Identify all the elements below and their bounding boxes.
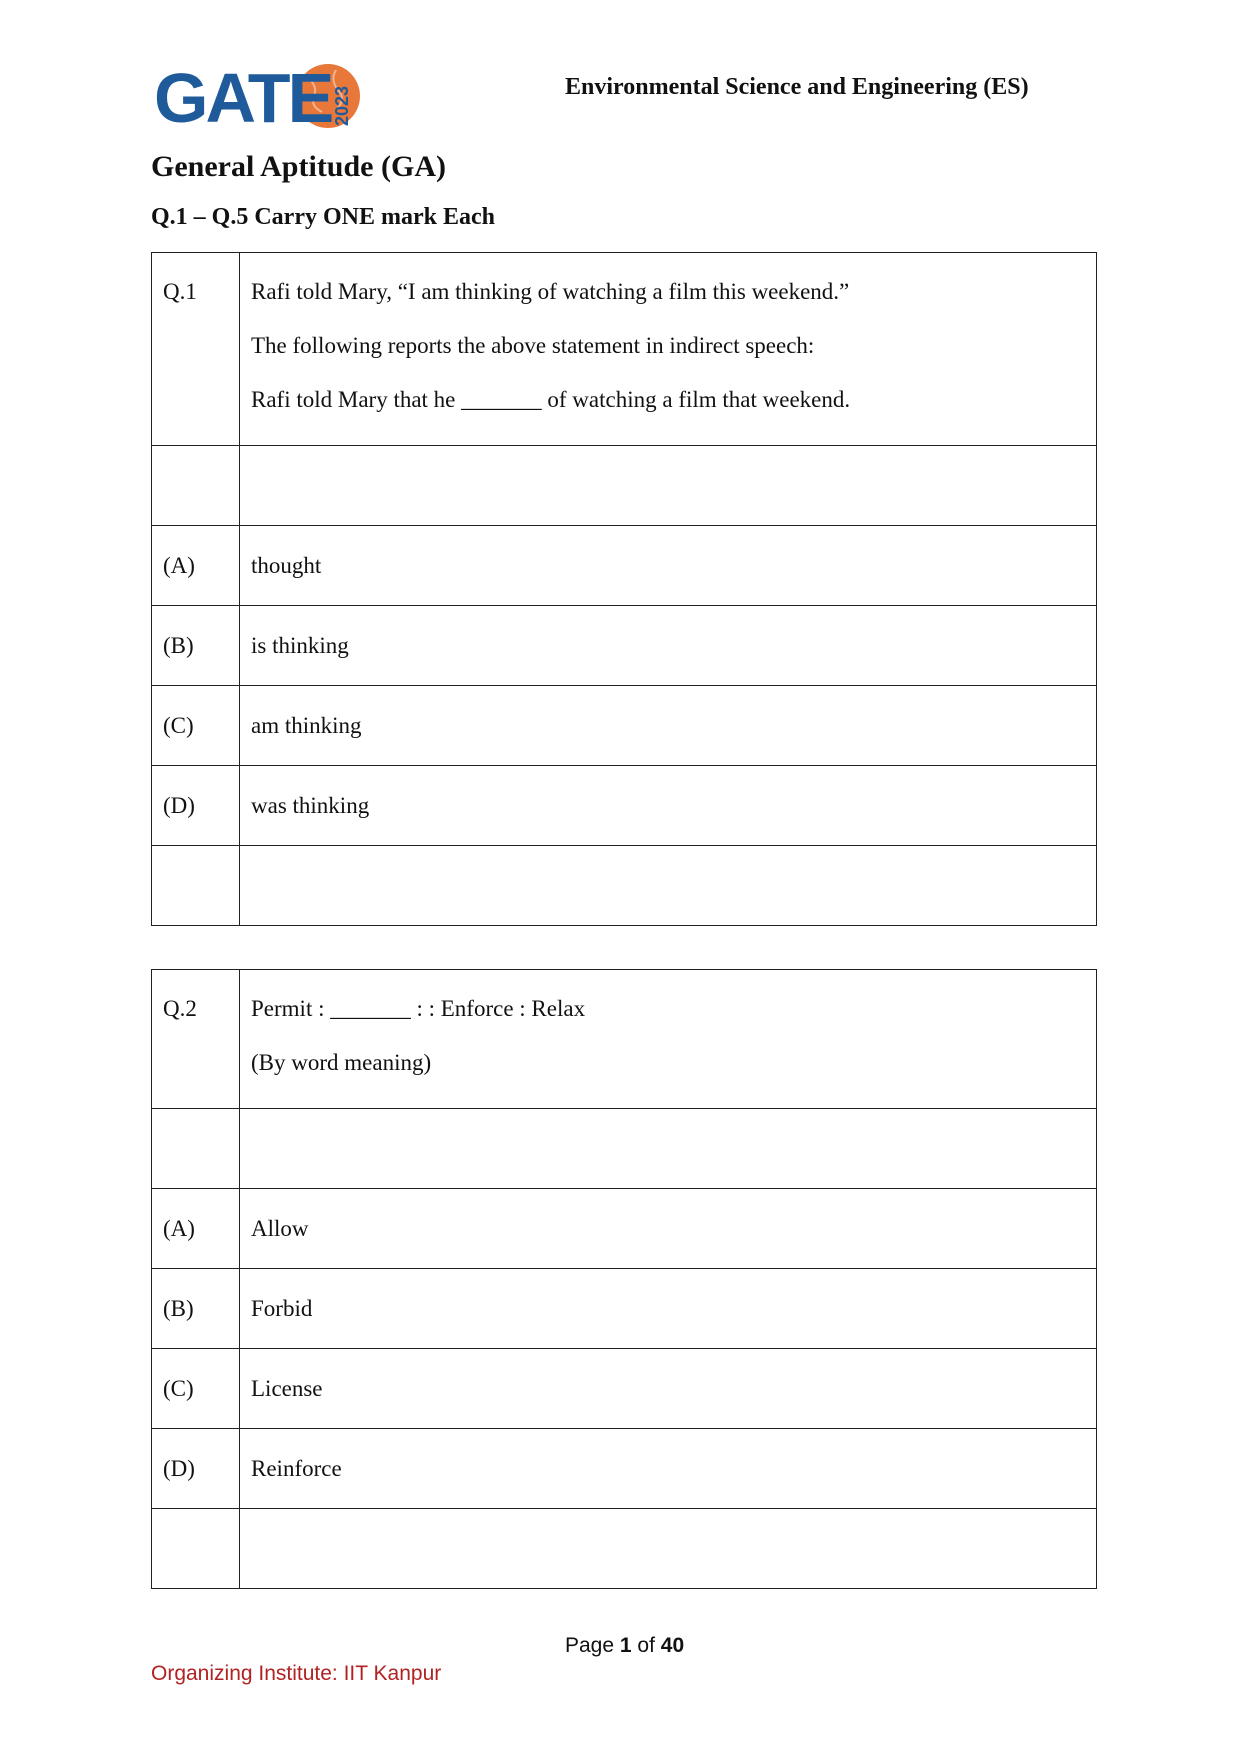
option-label: (D) (152, 1429, 240, 1509)
paper-title: Environmental Science and Engineering (ES) (565, 74, 1029, 100)
option-text: was thinking (240, 766, 1097, 846)
option-text: Allow (240, 1189, 1097, 1269)
gate-2023-logo (152, 56, 362, 136)
option-text: Reinforce (240, 1429, 1097, 1509)
option-text: thought (240, 526, 1097, 606)
option-label: (B) (152, 1269, 240, 1349)
option-row-a[interactable] (152, 526, 1097, 606)
page-number (565, 1634, 684, 1658)
blank-row (152, 1509, 1097, 1589)
page-prefix: Page (565, 1634, 615, 1657)
option-text: License (240, 1349, 1097, 1429)
question-number: Q.2 (152, 970, 240, 1109)
stem-line: The following reports the above statement in indirect speech: (251, 333, 815, 358)
option-row-a[interactable] (152, 1189, 1097, 1269)
section-title: General Aptitude (GA) (151, 150, 446, 183)
page-current: 1 (619, 1634, 632, 1657)
option-label: (C) (152, 686, 240, 766)
blank-row (152, 846, 1097, 926)
option-text: is thinking (240, 606, 1097, 686)
option-text: Forbid (240, 1269, 1097, 1349)
option-text: am thinking (240, 686, 1097, 766)
option-row-d[interactable] (152, 766, 1097, 846)
organizing-institute: Organizing Institute: IIT Kanpur (151, 1662, 442, 1685)
stem-line: (By word meaning) (251, 1050, 432, 1075)
stem-line: Permit : _______ : : Enforce : Relax (251, 996, 586, 1021)
stem-line: Rafi told Mary that he _______ of watching a film that weekend. (251, 387, 851, 412)
question-stem-row (152, 253, 1097, 446)
page-of: of (637, 1634, 655, 1657)
option-row-c[interactable] (152, 1349, 1097, 1429)
question-number: Q.1 (152, 253, 240, 446)
option-row-b[interactable] (152, 1269, 1097, 1349)
page-total: 40 (660, 1634, 685, 1657)
logo-text: GATE (154, 59, 332, 136)
question-stem-row (152, 970, 1097, 1109)
option-label: (C) (152, 1349, 240, 1429)
logo-year: 2023 (332, 85, 352, 126)
question-stem (240, 253, 1097, 446)
option-label: (B) (152, 606, 240, 686)
blank-row (152, 446, 1097, 526)
section-subtitle: Q.1 – Q.5 Carry ONE mark Each (151, 204, 495, 230)
blank-row (152, 1109, 1097, 1189)
option-row-d[interactable] (152, 1429, 1097, 1509)
question-stem (240, 970, 1097, 1109)
question-table-q1 (151, 252, 1097, 926)
option-label: (A) (152, 1189, 240, 1269)
question-table-q2 (151, 969, 1097, 1589)
option-row-b[interactable] (152, 606, 1097, 686)
option-label: (A) (152, 526, 240, 606)
stem-line: Rafi told Mary, “I am thinking of watching a film this weekend.” (251, 279, 850, 304)
option-label: (D) (152, 766, 240, 846)
option-row-c[interactable] (152, 686, 1097, 766)
